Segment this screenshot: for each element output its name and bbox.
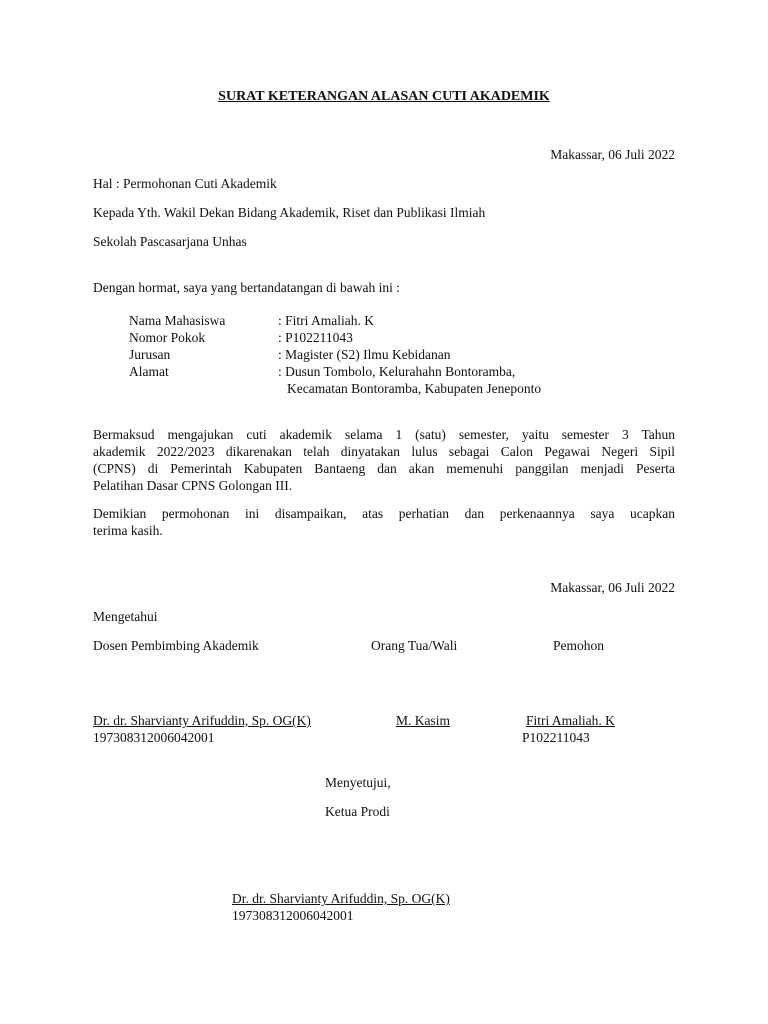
body-paragraph-2 [93,505,675,539]
body1-line: (CPNS) di Pemerintah Kabupaten Bantaeng dan akan memenuhi panggilan menjadi Peserta [93,461,675,476]
recipient-institution: Sekolah Pascasarjana Unhas [93,234,247,249]
alamat-value-line1: : Dusun Tombolo, Kelurahahn Bontoramba, [278,364,516,379]
nomor-value: : P102211043 [278,330,353,345]
ketua-prodi-label: Ketua Prodi [325,804,390,819]
dosen-name: Dr. dr. Sharvianty Arifuddin, Sp. OG(K) [93,713,311,728]
body1-line: Pelatihan Dasar CPNS Golongan III. [93,478,293,493]
greeting: Dengan hormat, saya yang bertandatangan di bawah ini : [93,280,401,295]
wali-name: M. Kasim [396,713,450,728]
body1-line: akademik 2022/2023 dikarenakan telah dinyatakan lulus sebagai Calon Pegawai Negeri Sipil [93,444,675,459]
ketua-nip: 197308312006042001 [232,908,354,923]
place-date: Makassar, 06 Juli 2022 [550,147,675,162]
place-date-2: Makassar, 06 Juli 2022 [550,580,675,595]
nomor-label: Nomor Pokok [129,330,206,345]
jurusan-label: Jurusan [129,347,171,362]
ketua-name: Dr. dr. Sharvianty Arifuddin, Sp. OG(K) [232,891,450,906]
nama-label: Nama Mahasiswa [129,313,226,328]
pemohon-nim: P102211043 [522,730,590,745]
mengetahui-label: Mengetahui [93,609,158,624]
jurusan-value: : Magister (S2) Ilmu Kebidanan [278,347,451,362]
body2-line: Demikian permohonan ini disampaikan, atas perhatian dan perkenaannya saya ucapkan [93,506,675,521]
menyetujui-label: Menyetujui, [325,775,391,790]
pemohon-name: Fitri Amaliah. K [526,713,615,728]
dosen-role: Dosen Pembimbing Akademik [93,638,259,653]
body1-line: Bermaksud mengajukan cuti akademik selama 1 (satu) semester, yaitu semester 3 Tahun [93,427,675,442]
body-paragraph-1 [93,426,675,494]
letter-title: SURAT KETERANGAN ALASAN CUTI AKADEMIK [218,89,550,104]
body2-line: terima kasih. [93,523,163,538]
recipient-line: Kepada Yth. Wakil Dekan Bidang Akademik, Riset dan Publikasi Ilmiah [93,205,486,220]
alamat-label: Alamat [129,364,169,379]
wali-role: Orang Tua/Wali [371,638,458,653]
alamat-value-line2: Kecamatan Bontoramba, Kabupaten Jeneponto [287,381,542,396]
dosen-nip: 197308312006042001 [93,730,215,745]
subject-line: Hal : Permohonan Cuti Akademik [93,176,277,191]
pemohon-role: Pemohon [553,638,605,653]
nama-value: : Fitri Amaliah. K [278,313,374,328]
